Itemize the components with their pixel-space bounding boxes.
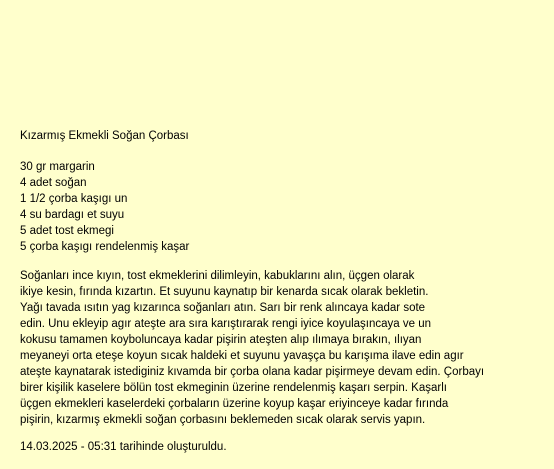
instructions-line: ikiye kesin, fırında kızartın. Et suyunu kaynatıp bir kenarda sıcak olarak bekletin. [20, 286, 429, 298]
ingredient-item: 4 adet soğan [20, 177, 87, 189]
instructions-line: kokusu tamamen koyboluncaya kadar pişirin ateşten alıp ılımaya bırakın, ılıyan [20, 334, 422, 346]
instructions-line: üçgen ekmekleri kaselerdeki çorbaların üzerine koyup kaşar eriyinceye kadar fırında [20, 398, 449, 410]
ingredients-list [20, 159, 544, 255]
instructions-line: ateşte kaynatarak istediginiz kıvamda bir çorba olana kadar pişirmeye devam edin. Çorbayı [20, 366, 485, 378]
recipe-title: Kızarmış Ekmekli Soğan Çorbası [20, 130, 189, 142]
ingredient-item: 30 gr margarin [20, 161, 95, 173]
instructions-line: Soğanları ince kıyın, tost ekmeklerini dilimleyin, kabuklarını alın, üçgen olarak [20, 270, 415, 282]
ingredient-item: 5 adet tost ekmegi [20, 225, 114, 237]
ingredient-item: 4 su bardagı et suyu [20, 209, 125, 221]
ingredient-item: 1 1/2 çorba kaşıgı un [20, 193, 128, 205]
created-timestamp: 14.03.2025 - 05:31 tarihinde oluşturuldu. [20, 441, 227, 453]
instructions-line: edin. Unu ekleyip agır ateşte ara sıra karıştırarak rengi iyice koyulaşıncaya ve un [20, 318, 432, 330]
instructions-paragraph [20, 268, 544, 428]
instructions-line: pişirin, kızarmış ekmekli soğan çorbasını beklemeden sıcak olarak servis yapın. [20, 414, 426, 426]
instructions-line: meyaneyi orta eteşe koyun sıcak haldeki et suyunu yavaşça bu karışıma ilave edin agır [20, 350, 464, 362]
instructions-line: Yağı tavada ısıtın yag kızarınca soğanları atın. Sarı bir renk alıncaya kadar sote [20, 302, 426, 314]
instructions-line: birer kişilik kaselere bölün tost ekmeginin üzerine rendelenmiş kaşarı serpin. Kaşarlı [20, 382, 447, 394]
ingredient-item: 5 çorba kaşıgı rendelenmiş kaşar [20, 241, 190, 253]
recipe-content [20, 128, 544, 455]
